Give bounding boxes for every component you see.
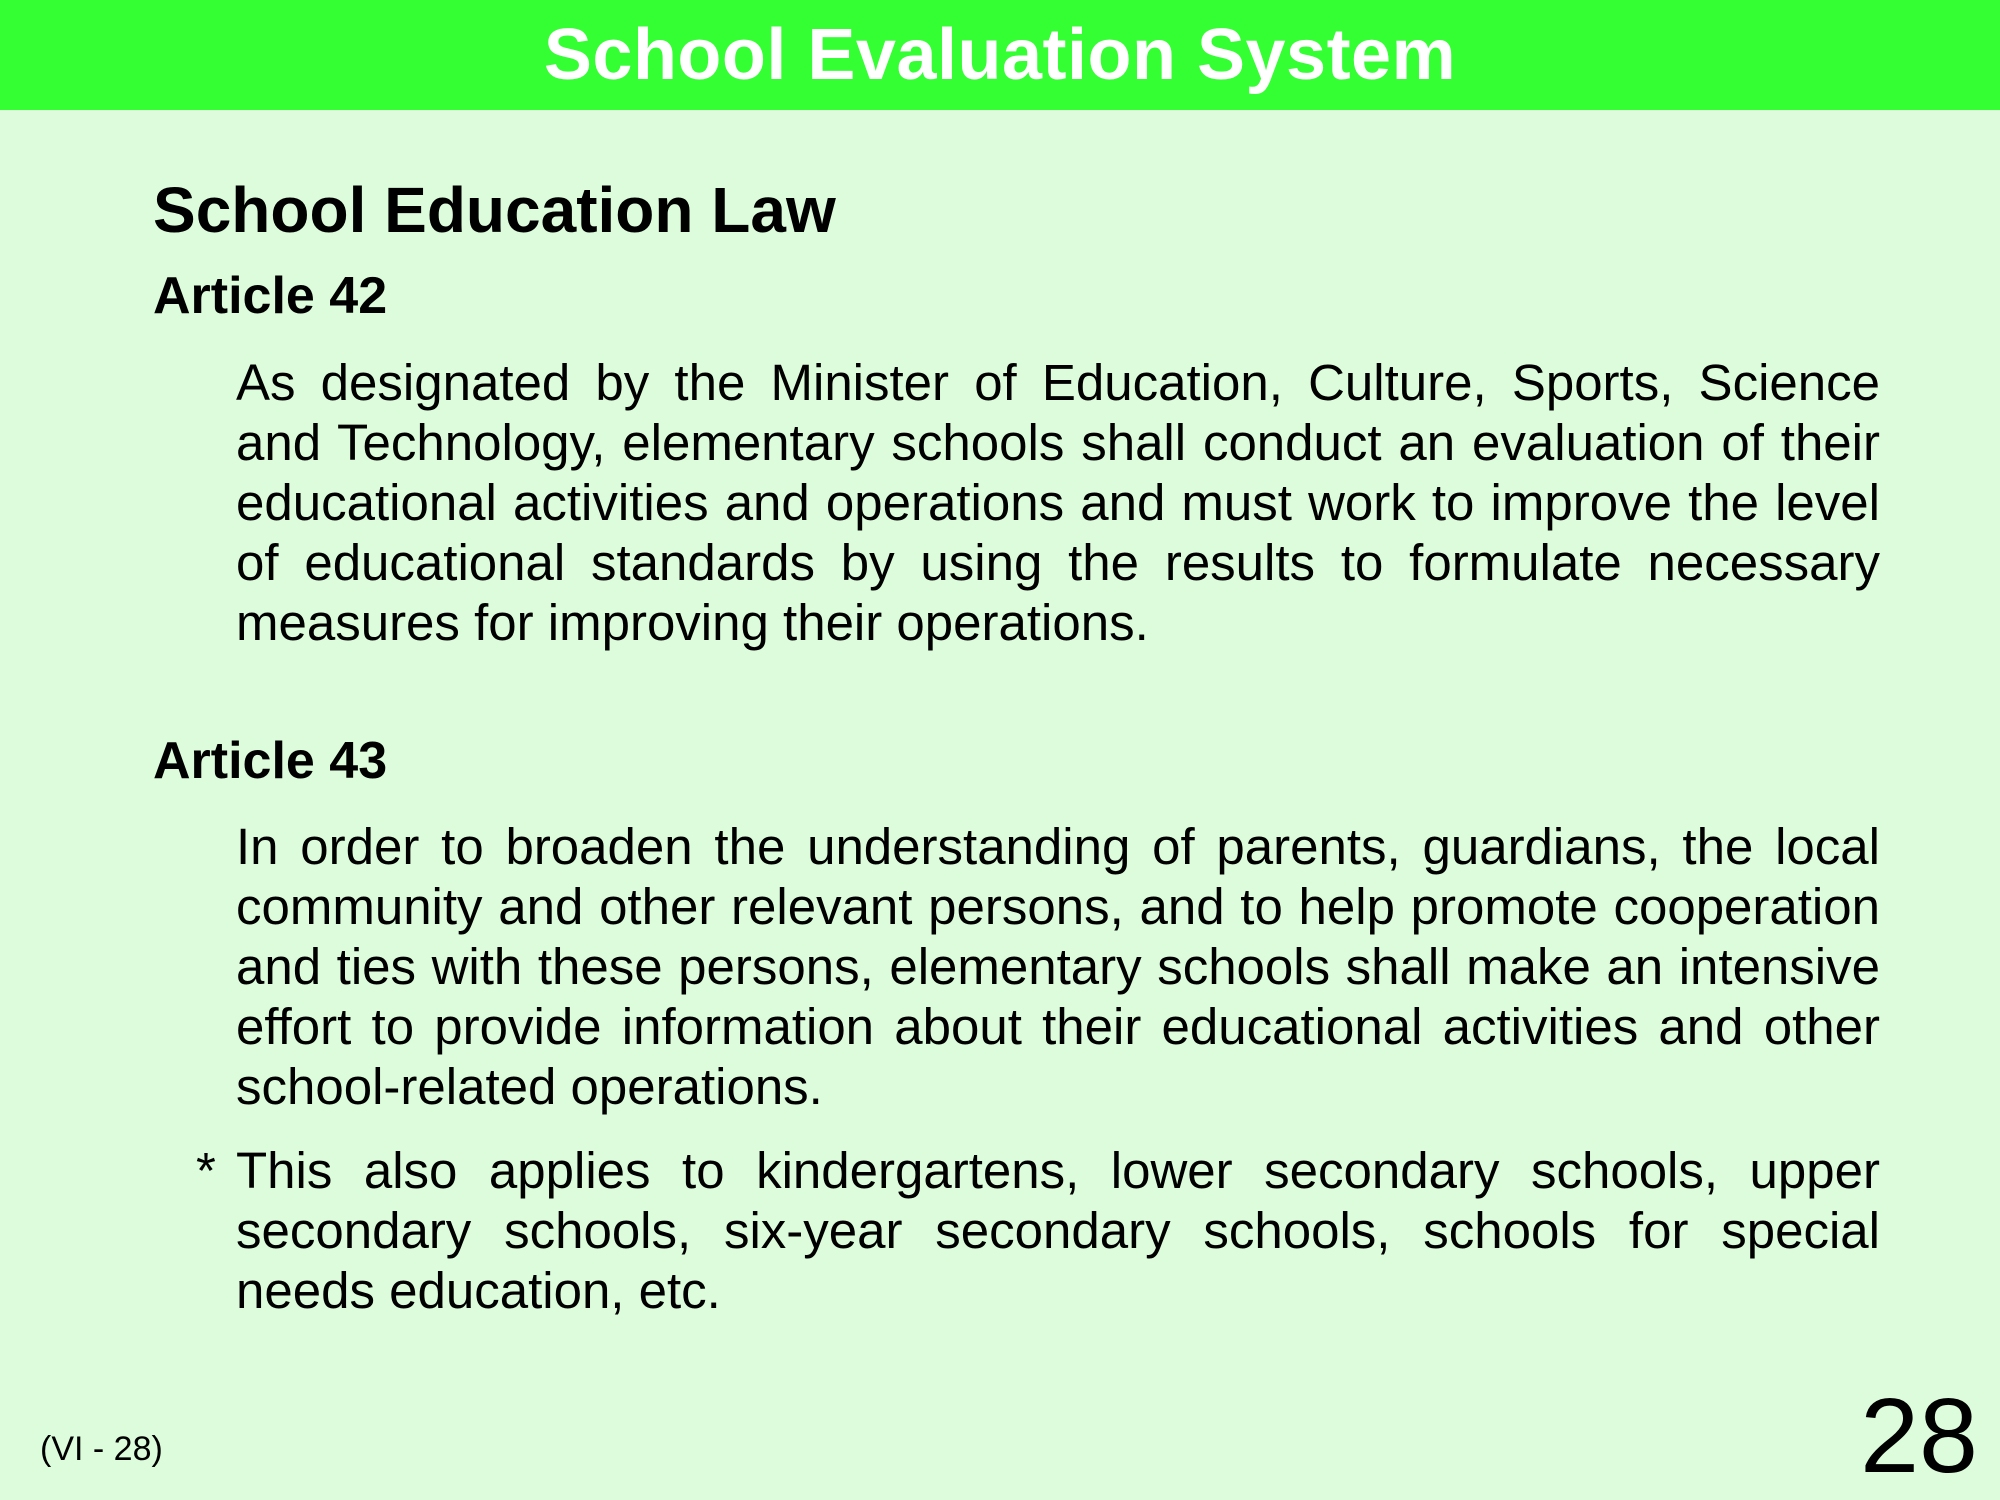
article-43-heading: Article 43 xyxy=(153,732,388,790)
footnote xyxy=(196,1141,1880,1321)
article-43-text: In order to broaden the understanding of parents, guardians, the local community and other relevant persons, and to help promote cooperation and ties with these persons, elementary schools shall make an intensive effort to provide information about their educational activities and other school-related operations. xyxy=(236,818,1880,1115)
article-42-heading: Article 42 xyxy=(153,267,388,325)
footnote-asterisk: * xyxy=(196,1142,216,1199)
footnote-text: This also applies to kindergartens, lower secondary schools, upper secondary schools, six-year secondary schools, schools for special needs education, etc. xyxy=(236,1142,1880,1319)
article-42-text: As designated by the Minister of Education, Culture, Sports, Science and Technology, elementary schools shall conduct an evaluation of their educational activities and operations and must work to improve the level of educational standards by using the results to formulate necessary measures for improving their operations. xyxy=(236,354,1880,651)
title-bar xyxy=(0,0,2000,110)
page-number: 28 xyxy=(1860,1377,1978,1495)
law-heading: School Education Law xyxy=(153,174,836,246)
page-title: School Evaluation System xyxy=(543,15,1457,95)
slide-code: (VI - 28) xyxy=(40,1430,163,1468)
